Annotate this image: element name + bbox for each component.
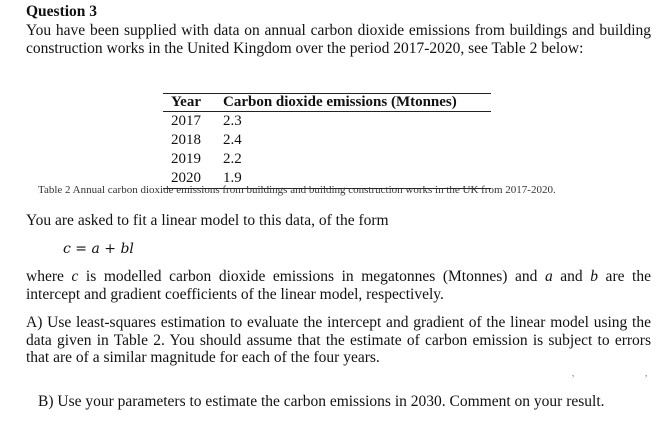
variable-definitions [26, 268, 651, 303]
part-b-text: B) Use your parameters to estimate the carbon emissions in 2030. Comment on your result. [38, 393, 605, 410]
column-header-emissions: Carbon dioxide emissions (Mtonnes) [215, 94, 491, 112]
question-intro: You have been supplied with data on annual carbon dioxide emissions from buildings and building construction works in the United Kingdom over the period 2017-2020, see Table 2 below: [26, 22, 651, 57]
where-prefix: where [26, 268, 72, 285]
cell-emissions: 2.2 [223, 151, 242, 167]
linear-model-equation: c = a + bl [63, 241, 134, 257]
table-header-row [163, 94, 491, 112]
cell-year: 2018 [171, 132, 201, 148]
where-mid: is modelled carbon dioxide emissions in megatonnes (Mtonnes) and [78, 268, 545, 285]
table-row [163, 150, 491, 169]
stray-mark: , [572, 368, 575, 378]
where-suffix: are the intercept and gradient coefficients of the linear model, respectively. [26, 268, 651, 303]
variable-c: c [71, 268, 79, 285]
column-header-year: Year [163, 94, 215, 112]
where-and: and [552, 268, 591, 285]
cell-year: 2017 [171, 113, 201, 129]
part-a-text: A) Use least-squares estimation to evaluate the intercept and gradient of the linear model using the data given in Table 2. You should assume that the estimate of carbon emission is subject to errors that are of a similar magnitude for each of the four years. [26, 314, 651, 366]
model-instruction: You are asked to fit a linear model to this data, of the form [26, 212, 389, 229]
emissions-table [163, 93, 491, 189]
variable-b: b [590, 268, 598, 285]
stray-mark: , [645, 368, 648, 378]
table-row [163, 112, 491, 132]
table-row [163, 131, 491, 150]
cell-emissions: 2.3 [223, 113, 242, 129]
cell-emissions: 1.9 [215, 169, 491, 189]
table-caption: Table 2 Annual carbon dioxide emissions from buildings and building construction works in the UK from 2017-2020. [38, 184, 556, 196]
variable-a: a [544, 268, 553, 285]
cell-year: 2019 [171, 151, 201, 167]
cell-year: 2020 [163, 169, 215, 189]
cell-emissions: 2.4 [223, 132, 242, 148]
question-heading: Question 3 [26, 3, 98, 20]
